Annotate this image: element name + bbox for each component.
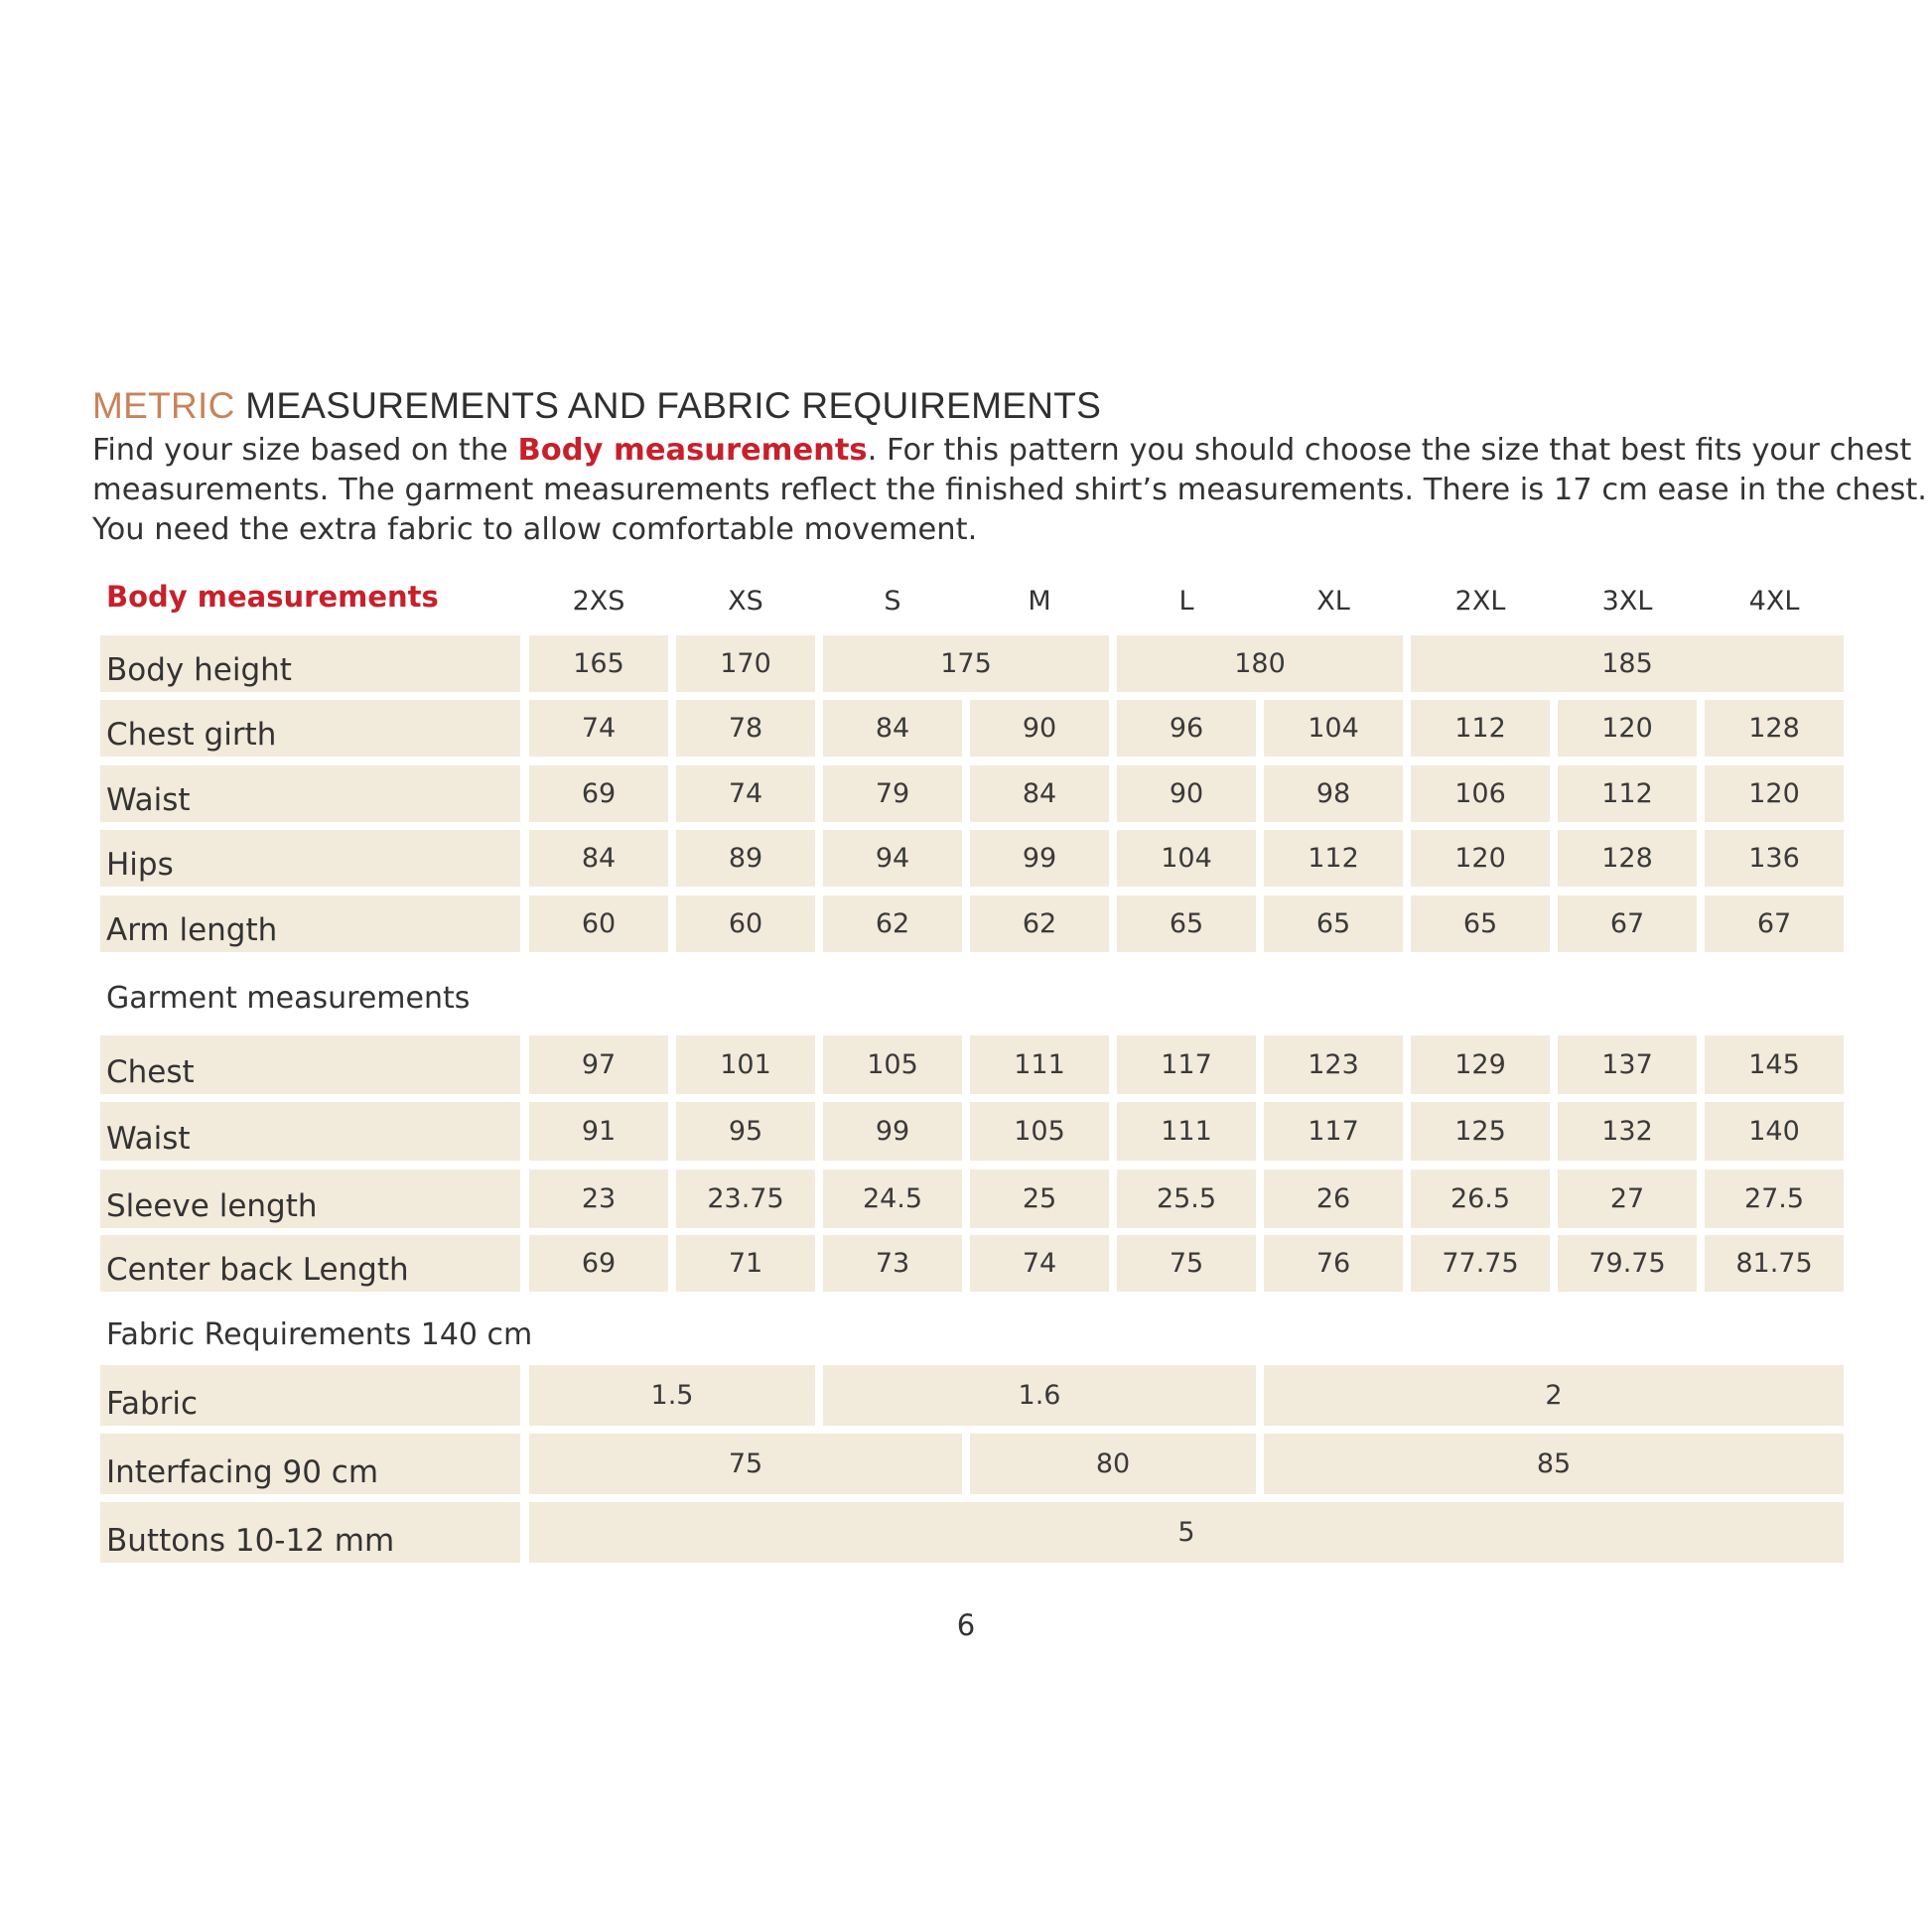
table-cell: 79 bbox=[823, 765, 962, 822]
row-label: Interfacing 90 cm bbox=[100, 1434, 520, 1494]
row-label: Waist bbox=[100, 1102, 520, 1161]
table-cell: 117 bbox=[1264, 1102, 1403, 1161]
table-cell: 74 bbox=[529, 700, 668, 757]
intro-line2: measurements. The garment measurements reflect the finished shirt’s measurements. There is 17 cm ease in the chest. bbox=[92, 473, 1928, 507]
table-cell: 2 bbox=[1264, 1365, 1844, 1426]
row-label: Sleeve length bbox=[100, 1170, 520, 1228]
table-cell: 96 bbox=[1117, 700, 1256, 757]
table-cell: 5 bbox=[529, 1502, 1844, 1563]
table-cell: 78 bbox=[676, 700, 815, 757]
table-cell: 62 bbox=[970, 896, 1109, 952]
intro-line1-pre: Find your size based on the bbox=[92, 433, 518, 468]
table-cell: 75 bbox=[529, 1434, 962, 1494]
table-cell: 81.75 bbox=[1705, 1235, 1844, 1292]
table-cell: 69 bbox=[529, 765, 668, 822]
intro-highlight: Body measurements bbox=[517, 433, 868, 468]
size-header: XS bbox=[728, 586, 763, 617]
table-cell: 27 bbox=[1558, 1170, 1697, 1228]
size-header: 3XL bbox=[1601, 586, 1653, 617]
table-cell: 185 bbox=[1411, 635, 1844, 692]
table-cell: 84 bbox=[970, 765, 1109, 822]
page-title bbox=[92, 385, 1101, 427]
table-cell: 79.75 bbox=[1558, 1235, 1697, 1292]
table-cell: 95 bbox=[676, 1102, 815, 1161]
row-label: Arm length bbox=[100, 896, 520, 952]
row-label: Waist bbox=[100, 765, 520, 822]
table-cell: 125 bbox=[1411, 1102, 1550, 1161]
row-label: Chest girth bbox=[100, 700, 520, 757]
table-cell: 128 bbox=[1558, 830, 1697, 887]
table-cell: 60 bbox=[529, 896, 668, 952]
garment-section-heading: Garment measurements bbox=[106, 981, 471, 1016]
row-label: Hips bbox=[100, 830, 520, 887]
table-cell: 26 bbox=[1264, 1170, 1403, 1228]
table-cell: 170 bbox=[676, 635, 815, 692]
table-cell: 140 bbox=[1705, 1102, 1844, 1161]
row-label: Fabric bbox=[100, 1365, 520, 1426]
row-label: Buttons 10-12 mm bbox=[100, 1502, 520, 1563]
table-cell: 94 bbox=[823, 830, 962, 887]
table-cell: 136 bbox=[1705, 830, 1844, 887]
table-cell: 104 bbox=[1264, 700, 1403, 757]
table-cell: 117 bbox=[1117, 1035, 1256, 1094]
table-cell: 62 bbox=[823, 896, 962, 952]
body-measurements-heading: Body measurements bbox=[106, 580, 439, 614]
intro-line3: You need the extra fabric to allow comfortable movement. bbox=[92, 512, 978, 547]
table-cell: 99 bbox=[823, 1102, 962, 1161]
size-header: 2XS bbox=[572, 586, 625, 617]
table-cell: 111 bbox=[970, 1035, 1109, 1094]
row-label: Chest bbox=[100, 1035, 520, 1094]
table-cell: 1.6 bbox=[823, 1365, 1256, 1426]
table-cell: 137 bbox=[1558, 1035, 1697, 1094]
table-cell: 65 bbox=[1411, 896, 1550, 952]
table-cell: 23.75 bbox=[676, 1170, 815, 1228]
table-cell: 25 bbox=[970, 1170, 1109, 1228]
table-cell: 112 bbox=[1264, 830, 1403, 887]
table-cell: 112 bbox=[1411, 700, 1550, 757]
table-cell: 180 bbox=[1117, 635, 1403, 692]
table-cell: 89 bbox=[676, 830, 815, 887]
table-cell: 26.5 bbox=[1411, 1170, 1550, 1228]
table-cell: 77.75 bbox=[1411, 1235, 1550, 1292]
table-cell: 85 bbox=[1264, 1434, 1844, 1494]
table-cell: 132 bbox=[1558, 1102, 1697, 1161]
row-label: Body height bbox=[100, 635, 520, 692]
table-cell: 73 bbox=[823, 1235, 962, 1292]
table-cell: 91 bbox=[529, 1102, 668, 1161]
table-cell: 80 bbox=[970, 1434, 1256, 1494]
page-number: 6 bbox=[956, 1608, 976, 1642]
table-cell: 120 bbox=[1558, 700, 1697, 757]
table-cell: 74 bbox=[676, 765, 815, 822]
intro-paragraph bbox=[92, 431, 1928, 550]
table-cell: 1.5 bbox=[529, 1365, 815, 1426]
table-cell: 165 bbox=[529, 635, 668, 692]
size-header: XL bbox=[1316, 586, 1350, 617]
table-cell: 75 bbox=[1117, 1235, 1256, 1292]
table-cell: 84 bbox=[529, 830, 668, 887]
table-cell: 71 bbox=[676, 1235, 815, 1292]
table-cell: 90 bbox=[1117, 765, 1256, 822]
size-header: 2XL bbox=[1454, 586, 1506, 617]
table-cell: 90 bbox=[970, 700, 1109, 757]
table-cell: 84 bbox=[823, 700, 962, 757]
table-cell: 112 bbox=[1558, 765, 1697, 822]
table-cell: 120 bbox=[1411, 830, 1550, 887]
table-cell: 76 bbox=[1264, 1235, 1403, 1292]
table-cell: 128 bbox=[1705, 700, 1844, 757]
size-header: L bbox=[1178, 586, 1194, 617]
table-cell: 105 bbox=[823, 1035, 962, 1094]
table-cell: 105 bbox=[970, 1102, 1109, 1161]
table-cell: 67 bbox=[1705, 896, 1844, 952]
table-cell: 104 bbox=[1117, 830, 1256, 887]
fabric-section-heading: Fabric Requirements 140 cm bbox=[106, 1317, 533, 1352]
table-cell: 123 bbox=[1264, 1035, 1403, 1094]
size-header: M bbox=[1028, 586, 1051, 617]
table-cell: 65 bbox=[1264, 896, 1403, 952]
size-header: 4XL bbox=[1748, 586, 1800, 617]
table-cell: 106 bbox=[1411, 765, 1550, 822]
table-cell: 65 bbox=[1117, 896, 1256, 952]
title-accent: METRIC bbox=[92, 385, 235, 426]
table-cell: 67 bbox=[1558, 896, 1697, 952]
table-cell: 97 bbox=[529, 1035, 668, 1094]
table-cell: 23 bbox=[529, 1170, 668, 1228]
table-cell: 24.5 bbox=[823, 1170, 962, 1228]
table-cell: 111 bbox=[1117, 1102, 1256, 1161]
table-cell: 98 bbox=[1264, 765, 1403, 822]
intro-line1-post: . For this pattern you should choose the size that best fits your chest bbox=[867, 433, 1912, 468]
table-cell: 27.5 bbox=[1705, 1170, 1844, 1228]
table-cell: 60 bbox=[676, 896, 815, 952]
table-cell: 99 bbox=[970, 830, 1109, 887]
table-cell: 25.5 bbox=[1117, 1170, 1256, 1228]
table-cell: 120 bbox=[1705, 765, 1844, 822]
table-cell: 69 bbox=[529, 1235, 668, 1292]
size-header: S bbox=[884, 586, 901, 617]
table-cell: 129 bbox=[1411, 1035, 1550, 1094]
table-cell: 101 bbox=[676, 1035, 815, 1094]
table-cell: 74 bbox=[970, 1235, 1109, 1292]
table-cell: 145 bbox=[1705, 1035, 1844, 1094]
table-cell: 175 bbox=[823, 635, 1109, 692]
title-rest: MEASUREMENTS AND FABRIC REQUIREMENTS bbox=[234, 385, 1102, 426]
row-label: Center back Length bbox=[100, 1235, 520, 1292]
